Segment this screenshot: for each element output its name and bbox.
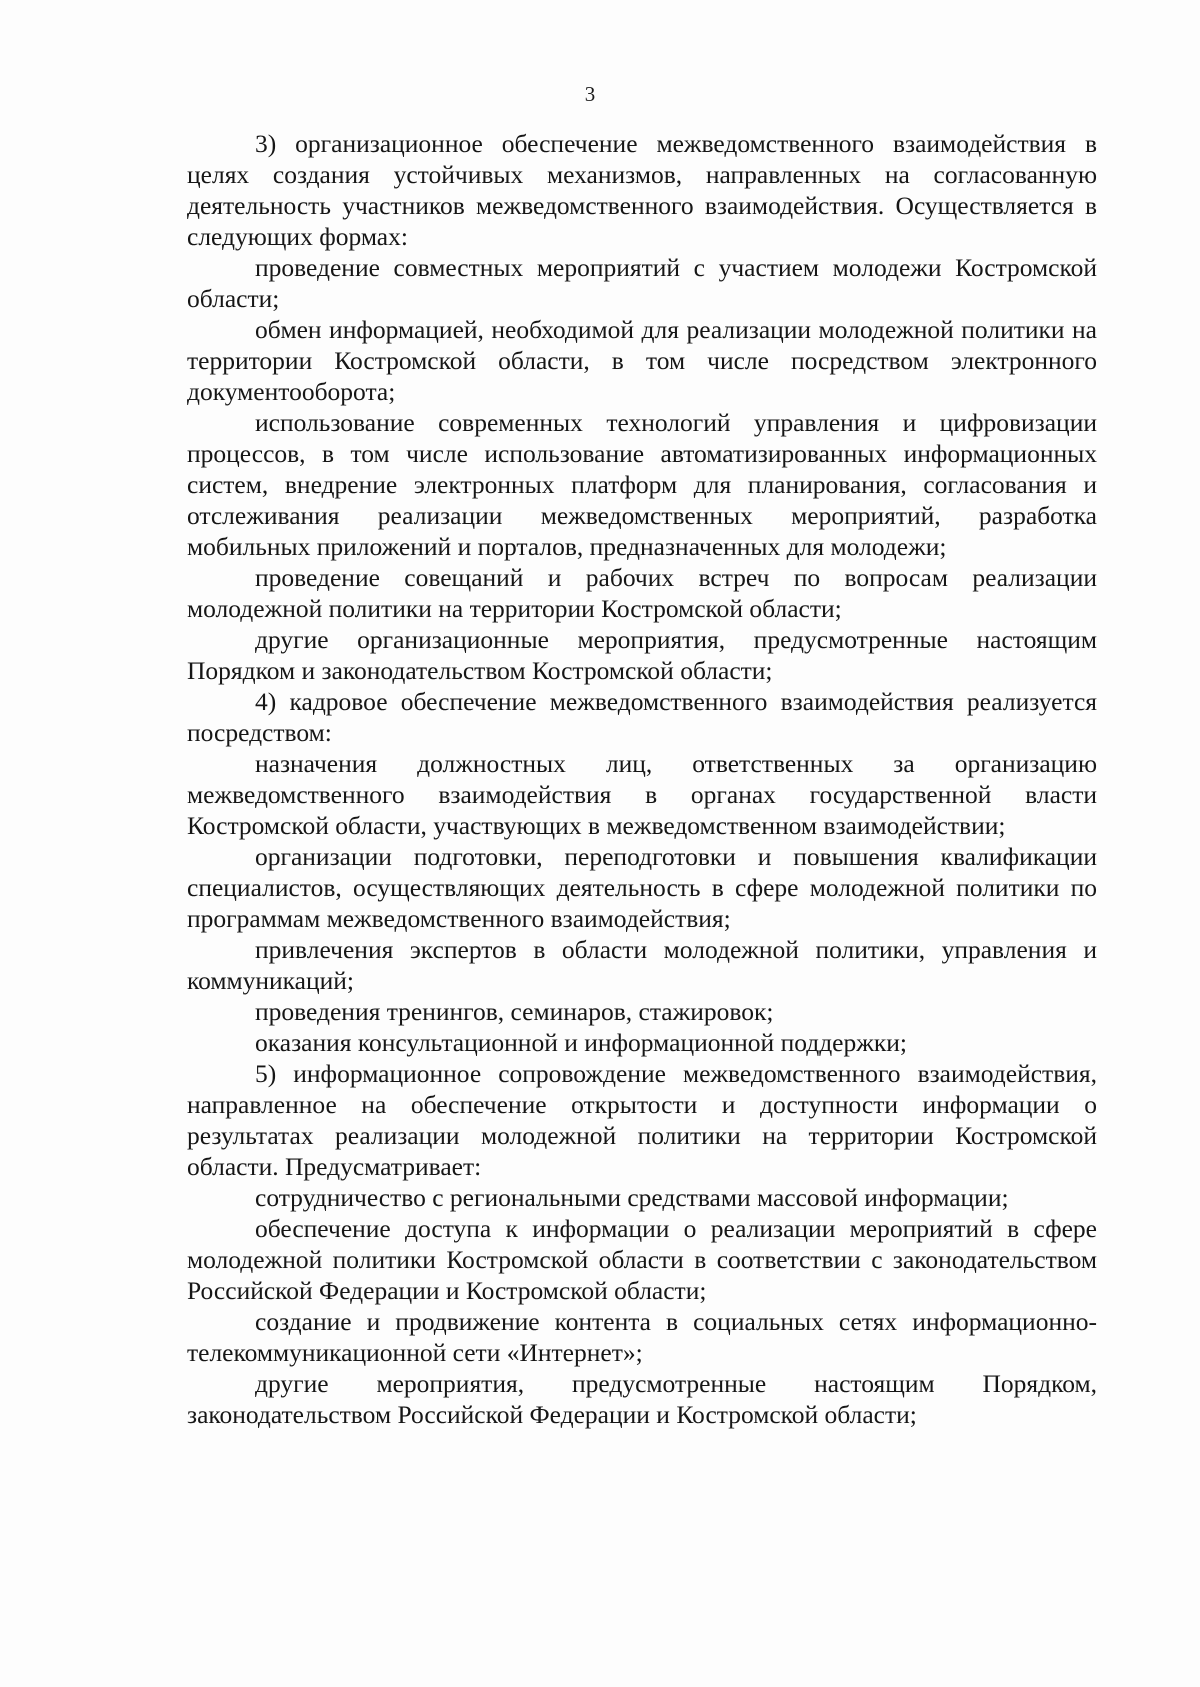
paragraph-seminars: проведения тренингов, семинаров, стажировок; <box>255 997 774 1026</box>
page-number: 3 <box>584 82 596 106</box>
paragraph-digital-technologies: использование современных технологий управления и цифровизации процессов, в том числе использование автоматизированных информационных систем, внедрение электронных платформ для планирования, согласования и отслеживания реализации межведомственных мероприятий, разработка мобильных приложений и порталов, предназначенных для молодежи; <box>187 408 1097 561</box>
paragraph-officials: назначения должностных лиц, ответственных за организацию межведомственного взаимодействия в органах государственной власти Костромской области, участвующих в межведомственном взаимодействии; <box>187 749 1097 840</box>
paragraph-media: сотрудничество с региональными средствами массовой информации; <box>255 1183 1009 1212</box>
paragraph-experts: привлечения экспертов в области молодежной политики, управления и коммуникаций; <box>187 935 1097 995</box>
paragraph-info-support: 5) информационное сопровождение межведомственного взаимодействия, направленное на обеспечение открытости и доступности информации о результатах реализации молодежной политики на территории Костромской области. Предусматривает: <box>187 1059 1097 1181</box>
paragraph-training: организации подготовки, переподготовки и повышения квалификации специалистов, осуществляющих деятельность в сфере молодежной политики по программам межведомственного взаимодействия; <box>187 842 1097 933</box>
paragraph-org-support: 3) организационное обеспечение межведомственного взаимодействия в целях создания устойчивых механизмов, направленных на согласованную деятельность участников межведомственного взаимодействия. Осуществляется в следующих формах: <box>187 129 1097 251</box>
paragraph-content: создание и продвижение контента в социальных сетях информационно-телекоммуникационной сети «Интернет»; <box>187 1307 1097 1367</box>
document-body <box>187 128 1097 1430</box>
paragraph-staff-support: 4) кадровое обеспечение межведомственного взаимодействия реализуется посредством: <box>187 687 1097 747</box>
paragraph-meetings: проведение совещаний и рабочих встреч по вопросам реализации молодежной политики на территории Костромской области; <box>187 563 1097 623</box>
paragraph-consulting: оказания консультационной и информационной поддержки; <box>255 1028 907 1057</box>
paragraph-access: обеспечение доступа к информации о реализации мероприятий в сфере молодежной политики Костромской области в соответствии с законодательством Российской Федерации и Костромской области; <box>187 1214 1097 1305</box>
paragraph-joint-events: проведение совместных мероприятий с участием молодежи Костромской области; <box>187 253 1097 313</box>
paragraph-other-events: другие мероприятия, предусмотренные настоящим Порядком, законодательством Российской Федерации и Костромской области; <box>187 1369 1097 1429</box>
paragraph-info-exchange: обмен информацией, необходимой для реализации молодежной политики на территории Костромской области, в том числе посредством электронного документооборота; <box>187 315 1097 406</box>
paragraph-other-org-events: другие организационные мероприятия, предусмотренные настоящим Порядком и законодательством Костромской области; <box>187 625 1097 685</box>
